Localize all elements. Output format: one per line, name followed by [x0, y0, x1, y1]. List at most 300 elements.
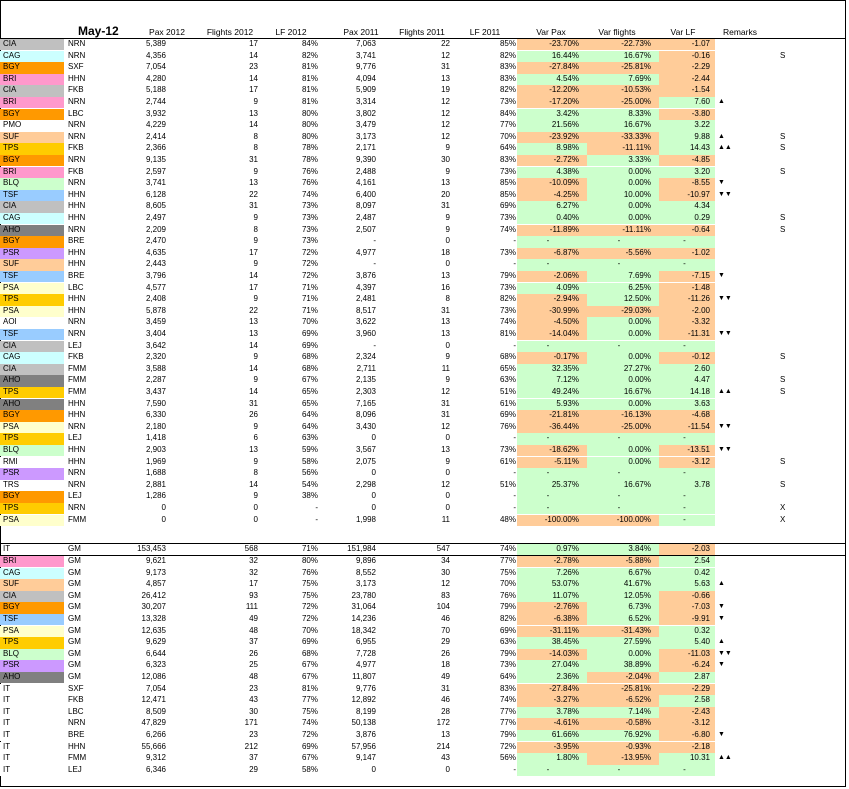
lf-2012: 81% — [301, 85, 318, 95]
pax-2011: 2,171 — [355, 143, 376, 153]
trend-arrow-icon: ▼ — [718, 603, 725, 611]
lf-2012: 68% — [301, 648, 318, 658]
table-row — [0, 433, 846, 444]
var-lf: -6.80 — [691, 730, 710, 739]
table-row — [0, 503, 846, 514]
lf-2011: 65% — [499, 363, 516, 373]
var-flights: 7.69% — [628, 271, 651, 280]
lf-2012: 59% — [301, 445, 318, 454]
pax-2012: 47,829 — [141, 718, 166, 728]
var-flights: 0.00% — [628, 352, 651, 362]
pax-2012: 12,086 — [141, 672, 166, 681]
var-lf: -9.91 — [691, 614, 710, 623]
var-lf: 3.78 — [694, 479, 710, 489]
pax-2011: 4,094 — [355, 73, 376, 83]
pax-2011: 3,741 — [355, 50, 376, 60]
var-lf: - — [683, 491, 686, 501]
lf-2012: 76% — [301, 178, 318, 188]
lf-2012: 78% — [301, 155, 318, 164]
flights-2012: 17 — [249, 579, 258, 589]
flights-2012: 23 — [249, 730, 258, 739]
lf-2012: 75% — [301, 706, 318, 716]
var-pax: -31.11% — [549, 625, 579, 635]
var-flights: -16.13% — [621, 410, 651, 420]
pax-2012: 13,328 — [141, 614, 166, 623]
pax-2011: 8,097 — [355, 201, 376, 211]
var-lf: - — [683, 468, 686, 478]
lf-2011: 73% — [499, 166, 516, 176]
airport-code: BGY — [3, 602, 20, 612]
var-lf: -2.44 — [691, 73, 710, 83]
pax-2011: 0 — [371, 491, 376, 501]
var-pax: 0.97% — [556, 544, 579, 553]
pax-2011: 2,487 — [355, 213, 376, 222]
airport-code: IT — [3, 718, 11, 728]
lf-2011: - — [513, 340, 516, 350]
lf-2011: - — [513, 259, 516, 269]
flights-2011: 13 — [441, 445, 450, 454]
var-lf: -11.26 — [687, 294, 710, 304]
flights-2011: 31 — [441, 410, 450, 420]
var-pax: -27.84% — [549, 683, 579, 693]
trend-arrow-icon: ▼▼ — [718, 330, 732, 337]
table-row — [0, 341, 846, 352]
flights-2012: 9 — [253, 375, 258, 385]
lf-2011: 77% — [499, 706, 516, 716]
var-pax: 38.45% — [551, 637, 579, 647]
lf-2012: 75% — [301, 579, 318, 589]
airport-code: BGY — [3, 491, 20, 501]
lf-2012: 72% — [301, 259, 318, 269]
var-lf: 3.22 — [694, 120, 710, 130]
lf-2012: 80% — [301, 131, 318, 141]
lf-2011: 69% — [499, 625, 516, 635]
lf-2011: 68% — [499, 352, 516, 362]
lf-2011: 73% — [499, 660, 516, 670]
flights-2011: 13 — [441, 73, 450, 83]
var-flights: 7.14% — [628, 706, 651, 716]
table-row — [0, 74, 846, 85]
flights-2011: 9 — [445, 352, 450, 362]
flights-2012: 17 — [249, 247, 258, 257]
flights-2011: 12 — [441, 421, 450, 431]
var-flights: 0.00% — [628, 329, 651, 338]
airport-code: IT — [3, 730, 11, 739]
pax-2012: 153,453 — [137, 544, 166, 553]
var-lf: -2.03 — [691, 544, 710, 553]
lf-2011: 70% — [499, 131, 516, 141]
lf-2012: 70% — [301, 625, 318, 635]
pax-2012: 2,414 — [145, 131, 166, 141]
flights-2012: 13 — [249, 317, 258, 327]
var-flights: 38.89% — [623, 660, 651, 670]
flights-2011: 12 — [441, 479, 450, 489]
destination: SXF — [68, 683, 84, 693]
flights-2011: 46 — [441, 695, 450, 705]
var-flights: 27.27% — [623, 363, 651, 373]
var-lf: -1.54 — [691, 85, 710, 95]
pax-2012: 9,173 — [145, 567, 166, 577]
pax-2012: 3,459 — [145, 317, 166, 327]
pax-2011: 2,507 — [355, 224, 376, 234]
var-pax: 8.98% — [556, 143, 579, 153]
airport-code: TPS — [3, 143, 19, 153]
var-lf: -2.29 — [691, 62, 710, 72]
var-pax: 32.35% — [551, 363, 579, 373]
var-flights: -2.04% — [625, 672, 651, 681]
pax-2011: - — [373, 259, 376, 269]
pax-2011: 4,161 — [355, 178, 376, 188]
flights-2012: 9 — [253, 166, 258, 176]
pax-2012: 6,644 — [145, 648, 166, 658]
flights-2011: 30 — [441, 567, 450, 577]
destination: FMM — [68, 753, 87, 763]
pax-2012: 2,180 — [145, 421, 166, 431]
var-lf: -4.68 — [691, 410, 710, 420]
destination: NRN — [68, 317, 86, 327]
lf-2012: 54% — [301, 479, 318, 489]
var-lf: - — [683, 259, 686, 269]
pax-2012: 6,323 — [145, 660, 166, 670]
var-flights: 0.00% — [628, 213, 651, 222]
lf-2011: 48% — [499, 514, 516, 524]
lf-2012: 80% — [301, 556, 318, 565]
var-lf: -7.15 — [691, 271, 710, 280]
var-pax: 4.54% — [556, 73, 579, 83]
airport-code: IT — [3, 764, 11, 774]
flights-2011: 19 — [441, 85, 450, 95]
airport-code: BGY — [3, 108, 20, 118]
pax-2011: 9,776 — [355, 62, 376, 72]
var-lf: 2.87 — [694, 672, 710, 681]
pax-2012: 5,389 — [145, 39, 166, 48]
destination: GM — [68, 567, 81, 577]
airport-code: CIA — [3, 201, 17, 211]
table-row — [0, 167, 846, 178]
destination: HHN — [68, 213, 86, 222]
lf-2012: 80% — [301, 108, 318, 118]
lf-2012: 84% — [301, 39, 318, 48]
flights-2011: 12 — [441, 579, 450, 589]
flights-2011: 9 — [445, 213, 450, 222]
var-lf: 2.54 — [694, 556, 710, 565]
table-row — [0, 695, 846, 706]
lf-2012: 76% — [301, 567, 318, 577]
remark: S — [780, 375, 786, 385]
lf-2012: 81% — [301, 73, 318, 83]
flights-2011: 20 — [441, 189, 450, 199]
var-flights: 6.67% — [628, 567, 651, 577]
pax-2012: 0 — [161, 503, 166, 512]
pax-2012: 6,330 — [145, 410, 166, 420]
pax-2011: 8,552 — [355, 567, 376, 577]
pax-2012: 6,128 — [145, 189, 166, 199]
lf-2011: - — [513, 491, 516, 501]
var-flights: 0.00% — [628, 317, 651, 327]
remark: S — [780, 456, 786, 466]
header-lf-2012: LF 2012 — [275, 27, 307, 37]
lf-2012: 78% — [301, 143, 318, 153]
var-flights: 8.33% — [628, 108, 651, 118]
var-pax: -4.50% — [553, 317, 579, 327]
trend-arrow-icon: ▼ — [718, 615, 725, 622]
airport-code: BLQ — [3, 648, 20, 658]
flights-2012: 9 — [253, 456, 258, 466]
pax-2011: - — [373, 340, 376, 350]
destination: GM — [68, 579, 81, 589]
pax-2012: 2,597 — [145, 166, 166, 176]
lf-2011: 85% — [499, 189, 516, 199]
flights-2011: 26 — [441, 648, 450, 658]
lf-2011: 77% — [499, 120, 516, 130]
pax-2011: 3,173 — [355, 579, 376, 589]
destination: NRN — [68, 50, 86, 60]
destination: GM — [68, 556, 81, 565]
flights-2012: 9 — [253, 491, 258, 501]
var-lf: 5.63 — [694, 579, 710, 589]
pax-2012: 3,741 — [145, 178, 166, 188]
pax-2012: 3,588 — [145, 363, 166, 373]
var-flights: -10.53% — [621, 85, 651, 95]
lf-2012: 76% — [301, 166, 318, 176]
flights-2011: 28 — [441, 706, 450, 716]
var-lf: 14.43 — [689, 143, 710, 153]
destination: NRN — [68, 39, 86, 48]
remark: S — [780, 166, 786, 176]
airport-code: TPS — [3, 433, 19, 443]
lf-2011: 72% — [499, 741, 516, 751]
table-row — [0, 201, 846, 212]
flights-2012: 17 — [249, 282, 258, 292]
var-flights: -25.00% — [621, 97, 651, 106]
var-lf: 4.34 — [694, 201, 710, 211]
table-row — [0, 109, 846, 120]
lf-2011: 51% — [499, 479, 516, 489]
table-row — [0, 317, 846, 328]
pax-2011: 8,096 — [355, 410, 376, 420]
var-pax: -18.62% — [549, 445, 579, 454]
flights-2012: 111 — [245, 602, 258, 612]
trend-arrow-icon: ▼▼ — [718, 649, 732, 657]
airport-code: RMI — [3, 456, 18, 466]
flights-2011: 0 — [445, 433, 450, 443]
var-lf: -1.07 — [691, 39, 710, 48]
lf-2011: 79% — [499, 602, 516, 612]
lf-2012: 75% — [301, 590, 318, 600]
flights-2012: 37 — [249, 753, 258, 763]
var-lf: 2.58 — [694, 695, 710, 705]
pax-2012: 2,366 — [145, 143, 166, 153]
var-flights: -0.58% — [625, 718, 651, 728]
trend-arrow-icon: ▲ — [718, 98, 725, 105]
header-var-lf: Var LF — [670, 27, 696, 37]
lf-2012: 65% — [301, 387, 318, 396]
airport-code: SUF — [3, 579, 19, 589]
flights-2012: 8 — [253, 131, 258, 141]
destination: FKB — [68, 166, 84, 176]
airport-code: TRS — [3, 479, 19, 489]
pax-2012: 4,635 — [145, 247, 166, 257]
pax-2011: 23,780 — [351, 590, 376, 600]
flights-2011: 12 — [441, 120, 450, 130]
var-pax: -17.20% — [549, 97, 579, 106]
airport-code: CIA — [3, 590, 17, 600]
table-row — [0, 457, 846, 468]
flights-2011: 83 — [441, 590, 450, 600]
lf-2012: 71% — [301, 544, 318, 553]
flights-2011: 18 — [441, 247, 450, 257]
remark: X — [780, 503, 786, 512]
var-flights: 16.67% — [623, 387, 651, 396]
pax-2011: 50,138 — [351, 718, 376, 728]
var-pax: 53.07% — [551, 579, 579, 589]
table-row — [0, 468, 846, 479]
var-flights: 76.92% — [623, 730, 651, 739]
var-pax: -12.20% — [549, 85, 579, 95]
var-flights: - — [617, 433, 621, 443]
pax-2011: 3,479 — [355, 120, 376, 130]
airport-code: PSA — [3, 514, 20, 524]
destination: FMM — [68, 375, 87, 385]
table-row — [0, 602, 846, 613]
destination: HHN — [68, 201, 86, 211]
pax-2011: 31,064 — [351, 602, 376, 612]
table-row — [0, 591, 846, 602]
table-row — [0, 39, 846, 50]
airport-code: PMO — [3, 120, 22, 130]
var-flights: 27.59% — [623, 637, 651, 647]
trend-arrow-icon: ▼ — [718, 731, 725, 738]
table-row — [0, 352, 846, 363]
lf-2011: 74% — [499, 695, 516, 705]
var-flights: 0.00% — [628, 201, 651, 211]
table-row — [0, 190, 846, 201]
airport-code: BLQ — [3, 445, 20, 454]
var-pax: -6.87% — [553, 247, 579, 257]
var-flights: 0.00% — [628, 375, 651, 385]
pax-2011: 7,728 — [355, 648, 376, 658]
var-pax: -14.03% — [549, 648, 579, 658]
airport-code: IT — [3, 683, 11, 693]
table-row — [0, 672, 846, 683]
flights-2012: 9 — [253, 213, 258, 222]
pax-2011: 3,876 — [355, 271, 376, 280]
var-lf: 14.18 — [689, 387, 710, 396]
var-pax: -2.78% — [553, 556, 579, 565]
pax-2011: - — [373, 236, 376, 246]
header-pax-2012: Pax 2012 — [149, 27, 185, 37]
var-lf: -0.64 — [691, 224, 710, 234]
lf-2012: 38% — [301, 491, 318, 501]
flights-2011: 9 — [445, 456, 450, 466]
lf-2011: 64% — [499, 143, 516, 153]
lf-2011: 79% — [499, 271, 516, 280]
var-lf: -1.02 — [691, 247, 710, 257]
flights-2011: 9 — [445, 375, 450, 385]
flights-2012: 0 — [253, 503, 258, 512]
flights-2012: 14 — [249, 120, 258, 130]
var-pax: -100.00% — [544, 514, 579, 524]
pax-2011: 7,165 — [355, 398, 376, 408]
pax-2012: 9,621 — [145, 556, 166, 565]
pax-2012: 8,509 — [145, 706, 166, 716]
var-pax: -0.17% — [553, 352, 579, 362]
var-lf: -3.12 — [691, 456, 710, 466]
destination: LEJ — [68, 433, 82, 443]
pax-2012: 12,471 — [141, 695, 166, 705]
pax-2012: 6,266 — [145, 730, 166, 739]
var-lf: -2.29 — [691, 683, 710, 693]
pax-2012: 3,437 — [145, 387, 166, 396]
pax-2011: 0 — [371, 433, 376, 443]
destination: NRN — [68, 329, 86, 338]
pax-2011: 4,977 — [355, 660, 376, 670]
table-row — [0, 626, 846, 637]
destination: LEJ — [68, 491, 82, 501]
pax-2012: 8,605 — [145, 201, 166, 211]
table-row — [0, 399, 846, 410]
lf-2012: 69% — [301, 329, 318, 338]
lf-2011: - — [513, 503, 516, 512]
pax-2012: 7,054 — [145, 683, 166, 693]
destination: HHN — [68, 445, 86, 454]
var-lf: -6.24 — [691, 660, 710, 670]
total-row — [0, 544, 846, 555]
var-lf: 0.42 — [694, 567, 710, 577]
flights-2012: 212 — [244, 741, 258, 751]
var-pax: 16.44% — [551, 50, 579, 60]
flights-2012: 31 — [249, 201, 258, 211]
var-flights: -5.88% — [625, 556, 651, 565]
lf-2012: 81% — [301, 683, 318, 693]
var-flights: 0.00% — [628, 445, 651, 454]
pax-2011: 7,063 — [355, 39, 376, 48]
flights-2012: 9 — [253, 97, 258, 106]
pax-2011: 1,998 — [355, 514, 376, 524]
destination: BRE — [68, 236, 85, 246]
var-pax: -2.76% — [553, 602, 579, 612]
remark: S — [780, 387, 786, 396]
var-pax: -3.95% — [553, 741, 579, 751]
flights-2011: 70 — [441, 625, 450, 635]
airport-code: AOI — [3, 317, 17, 327]
destination: HHN — [68, 259, 86, 269]
destination: NRN — [68, 468, 86, 478]
table-row — [0, 213, 846, 224]
table-row — [0, 765, 846, 776]
lf-2012: 77% — [301, 695, 318, 705]
airport-code: PSA — [3, 305, 20, 315]
flights-2011: 8 — [445, 294, 450, 304]
lf-2011: 76% — [499, 421, 516, 431]
header-remarks: Remarks — [722, 27, 757, 37]
destination: GM — [68, 637, 81, 647]
airport-code: SUF — [3, 259, 19, 269]
destination: LBC — [68, 108, 84, 118]
destination: FKB — [68, 85, 84, 95]
var-pax: 61.66% — [551, 730, 579, 739]
pax-2012: 2,470 — [145, 236, 166, 246]
var-pax: 2.36% — [556, 672, 579, 681]
var-pax: 27.04% — [551, 660, 579, 670]
remark: S — [780, 50, 786, 60]
table-row — [0, 271, 846, 282]
pax-2011: 3,876 — [355, 730, 376, 739]
pax-2012: 2,881 — [145, 479, 166, 489]
pax-2011: 3,314 — [355, 97, 376, 106]
lf-2012: 82% — [301, 50, 318, 60]
var-lf: -8.55 — [691, 178, 710, 188]
